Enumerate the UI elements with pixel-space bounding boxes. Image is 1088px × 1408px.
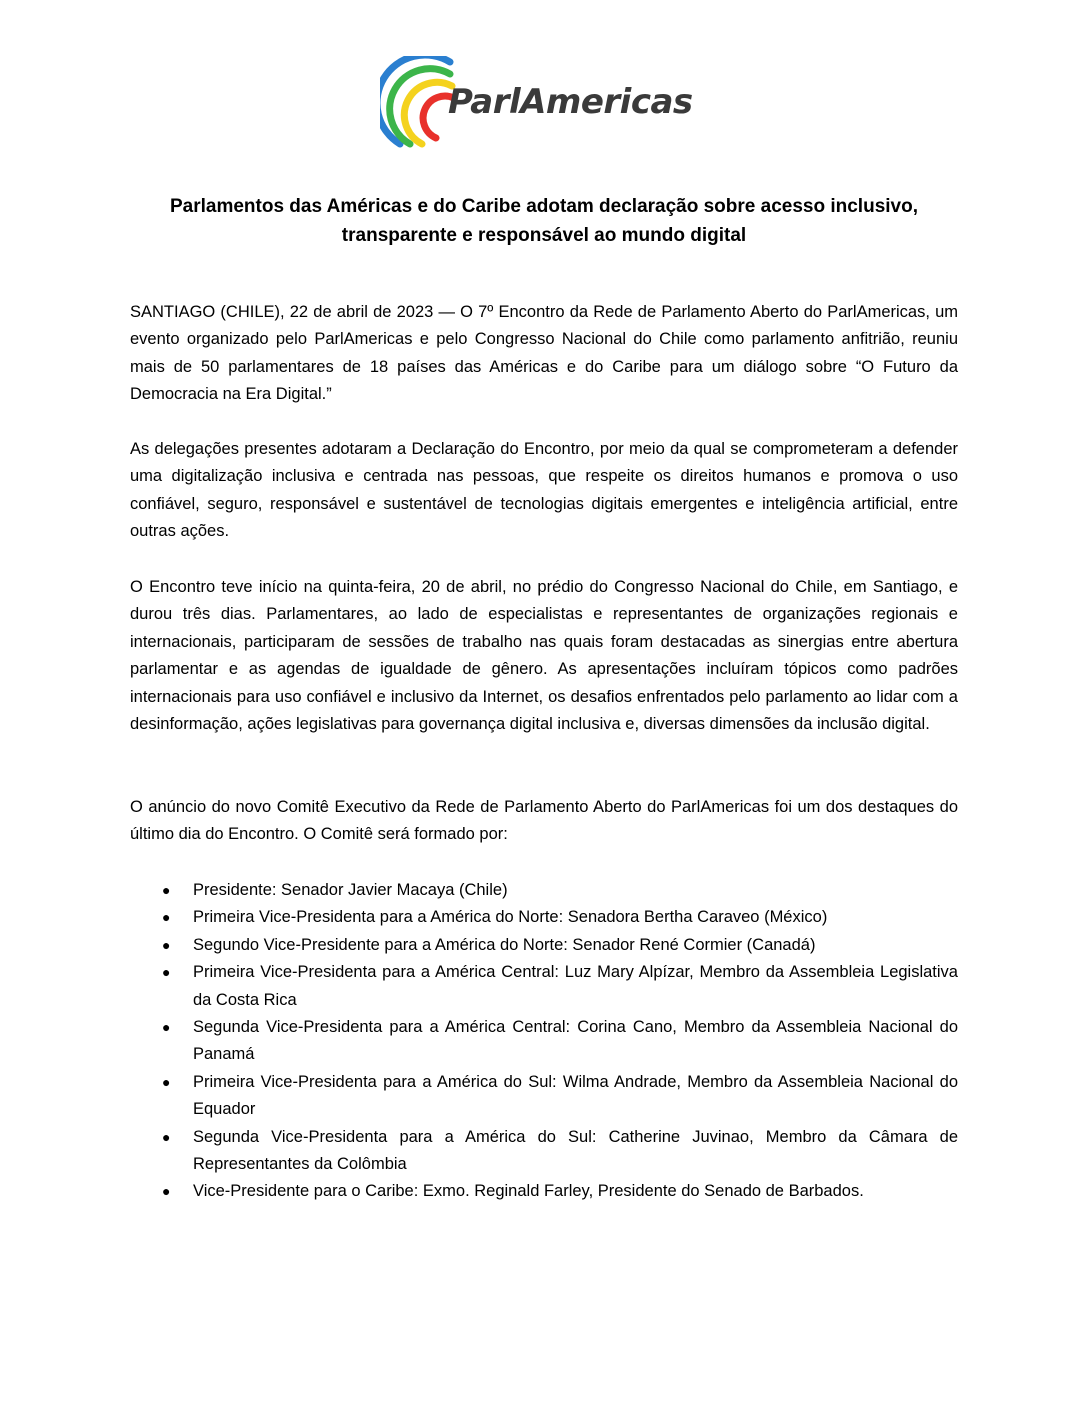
list-item-text: Presidente: Senador Javier Macaya (Chile): [193, 881, 508, 899]
bullet-icon: ●: [162, 964, 171, 981]
paragraph-declaration: As delegações presentes adotaram a Declaração do Encontro, por meio da qual se comprometeram a defender uma digitalização inclusiva e centrada nas pessoas, que respeite os direitos humanos e promova o uso confiável, seguro, responsável e sustentável de tecnologias digitais emergentes e inteligência artificial, entre outras ações.: [130, 440, 958, 541]
bullet-icon: ●: [162, 936, 171, 953]
list-item-text: Segundo Vice-Presidente para a América do Norte: Senador René Cormier (Canadá): [193, 935, 816, 954]
bullet-icon: ●: [162, 1073, 171, 1090]
paragraph-committee-intro: O anúncio do novo Comitê Executivo da Rede de Parlamento Aberto do ParlAmericas foi um dos destaques do último dia do Encontro. O Comitê será formado por:: [130, 798, 958, 844]
list-item-text: Vice-Presidente para o Caribe: Exmo. Reginald Farley, Presidente do Senado de Barbados.: [193, 1182, 864, 1201]
list-item: [130, 959, 958, 1014]
bullet-icon: ●: [162, 909, 171, 926]
list-item: [130, 932, 958, 959]
paragraph-intro: SANTIAGO (CHILE), 22 de abril de 2023 — O 7º Encontro da Rede de Parlamento Aberto do ParlAmericas, um evento organizado pelo ParlAmericas e pelo Congresso Nacional do Chile como parlamento anfitrião, reuniu mais de 50 parlamentares de 18 países das Américas e do Caribe para um diálogo sobre “O Futuro da Democracia na Era Digital.”: [130, 303, 958, 404]
committee-list: [130, 877, 958, 1206]
list-item: [130, 1069, 958, 1124]
list-item-text: Segunda Vice-Presidenta para a América Central: Corina Cano, Membro da Assembleia Nacional do Panamá: [193, 1018, 958, 1064]
paragraph-meeting: O Encontro teve início na quinta-feira, 20 de abril, no prédio do Congresso Nacional do Chile, em Santiago, e durou três dias. Parlamentares, ao lado de especialistas e representantes de organizações regionais e internacionais, participaram de sessões de trabalho nas quais foram destacadas as sinergias entre abertura parlamentar e as agendas de igualdade de gênero. As apresentações incluíram tópicos como padrões internacionais para uso confiável e inclusivo da Internet, os desafios enfrentados pelo parlamento ao lidar com a desinformação, ações legislativas para governança digital inclusiva e, diversas dimensões da inclusão digital.: [130, 578, 958, 734]
list-item: [130, 1014, 958, 1069]
bullet-icon: ●: [162, 882, 171, 898]
list-item: [130, 1178, 958, 1205]
logo-wordmark: ParlAmericas: [448, 82, 693, 122]
list-item: [130, 904, 958, 931]
list-item-text: Primeira Vice-Presidenta para a América do Sul: Wilma Andrade, Membro da Assembleia Nacional do Equador: [193, 1072, 958, 1119]
list-item-text: Primeira Vice-Presidenta para a América do Norte: Senadora Bertha Caraveo (México): [193, 908, 828, 927]
list-item-text: Primeira Vice-Presidenta para a América Central: Luz Mary Alpízar, Membro da Assembleia Legislativa da Costa Rica: [193, 963, 958, 1009]
bullet-icon: ●: [162, 1183, 171, 1200]
list-item: [130, 877, 958, 904]
list-item: [130, 1124, 958, 1179]
bullet-icon: ●: [162, 1019, 171, 1036]
bullet-icon: ●: [162, 1128, 171, 1145]
list-item-text: Segunda Vice-Presidenta para a América do Sul: Catherine Juvinao, Membro da Câmara de Representantes da Colômbia: [193, 1127, 958, 1174]
press-release-title: Parlamentos das Américas e do Caribe adotam declaração sobre acesso inclusivo, transparente e responsável ao mundo digital: [169, 196, 918, 246]
parlamericas-logo: [380, 56, 720, 156]
